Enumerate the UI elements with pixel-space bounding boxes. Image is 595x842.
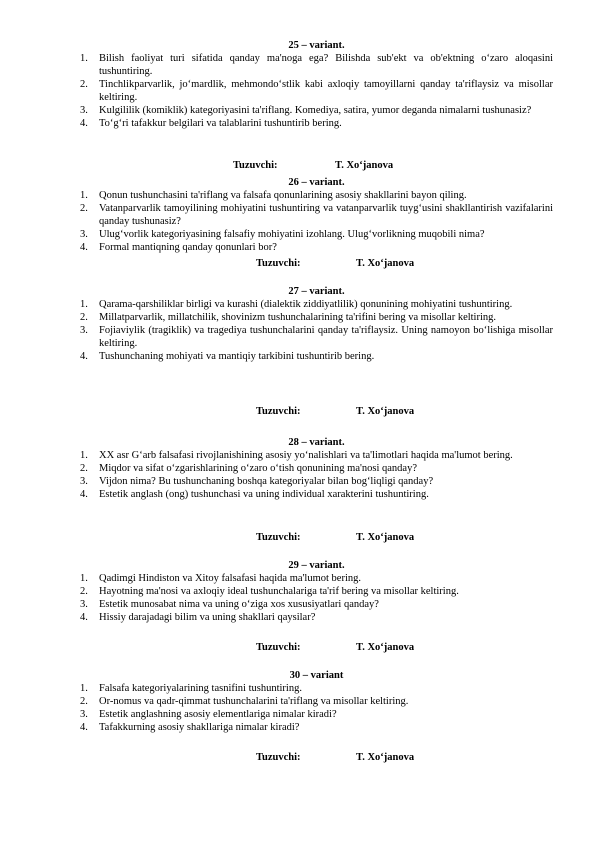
signature-label: Tuzuvchi:: [256, 258, 301, 269]
question-item: 4. Estetik anglash (ong) tushunchasi va uning individual xarakterini tushuntiring.: [80, 489, 429, 500]
question-item: 3. Estetik anglashning asosiy elementlariga nimalar kiradi?: [80, 709, 337, 720]
signature-label: Tuzuvchi:: [256, 752, 301, 763]
question-list: [80, 572, 553, 624]
question-item: 2. Vatanparvarlik tamoyilining mohiyatini tushuntiring va vatanparvarlik tuyg‘usini shakllantirish vazifalarini qanday tushunasiz?: [80, 203, 553, 227]
question-item: 4. Hissiy darajadagi bilim va uning shakllari qaysilar?: [80, 612, 316, 623]
question-item: 1. Qadimgi Hindiston va Xitoy falsafasi haqida ma'lumot bering.: [80, 573, 362, 584]
question-item: 4. Tushunchaning mohiyati va mantiqiy tarkibini tushuntirib bering.: [80, 351, 375, 362]
signature-name: T. Xo‘janova: [356, 642, 415, 653]
variant-25: [80, 39, 553, 130]
question-item: 3. Kulgililik (komiklik) kategoriyasini ta'riflang. Komediya, satira, yumor deganda nimalarni tushunasiz?: [80, 105, 532, 116]
variant-29: [80, 559, 553, 624]
variant-title: 26 – variant.: [288, 177, 345, 188]
question-item: 3. Ulug‘vorlik kategoriyasining falsafiy mohiyatini izohlang. Ulug‘vorlikning muqobili nima?: [80, 229, 485, 240]
question-item: 1. XX asr G‘arb falsafasi rivojlanishining asosiy yo‘nalishlari va ta'limotlari haqida ma'lumot bering.: [80, 450, 513, 461]
signature-name: T. Xo‘janova: [335, 160, 394, 171]
signature-name: T. Xo‘janova: [356, 258, 415, 269]
variant-title: 25 – variant.: [288, 40, 345, 51]
variant-title: 28 – variant.: [288, 437, 345, 448]
question-list: [80, 52, 553, 130]
variant-title: 27 – variant.: [288, 286, 345, 297]
question-list: [80, 298, 553, 363]
question-item: 4. Formal mantiqning qanday qonunlari bor?: [80, 242, 277, 253]
question-item: 4. Tafakkurning asosiy shakllariga nimalar kiradi?: [80, 722, 300, 733]
signature-name: T. Xo‘janova: [356, 752, 415, 763]
variant-28: [80, 436, 553, 501]
signature-label: Tuzuvchi:: [256, 532, 301, 543]
variant-title: 30 – variant: [289, 670, 344, 681]
question-list: [80, 189, 553, 254]
signature-label: Tuzuvchi:: [256, 406, 301, 417]
signature-label: Tuzuvchi:: [256, 642, 301, 653]
signature-name: T. Xo‘janova: [356, 532, 415, 543]
question-item: 3. Vijdon nima? Bu tushunchaning boshqa kategoriyalar bilan bog‘liqligi qanday?: [80, 476, 434, 487]
question-item: 2. Tinchlikparvarlik, jo‘mardlik, mehmondo‘stlik kabi axloqiy tamoyillarni qanday ta'riflaysiz va misollar keltiring.: [80, 79, 553, 103]
variant-26: [80, 176, 553, 254]
signature-label: Tuzuvchi:: [233, 160, 278, 171]
variant-27: [80, 285, 553, 363]
question-list: [80, 449, 553, 501]
question-item: 1. Bilish faoliyat turi sifatida qanday ma'noga ega? Bilishda sub'ekt va ob'ektning o‘zaro aloqasini tushuntiring.: [80, 53, 553, 77]
question-item: 2. Or-nomus va qadr-qimmat tushunchalarini ta'riflang va misollar keltiring.: [80, 696, 409, 707]
signature-name: T. Xo‘janova: [356, 406, 415, 417]
question-item: 1. Qonun tushunchasini ta'riflang va falsafa qonunlarining asosiy shakllarini bayon qiling.: [80, 190, 467, 201]
question-item: 1. Qarama-qarshiliklar birligi va kurashi (dialektik ziddiyatlilik) qonunining mohiyatini tushuntiring.: [80, 299, 513, 310]
question-item: 2. Hayotning ma'nosi va axloqiy ideal tushunchalariga ta'rif bering va misollar keltiring.: [80, 586, 459, 597]
question-item: 3. Estetik munosabat nima va uning o‘ziga xos xususiyatlari qanday?: [80, 599, 379, 610]
variant-30: [80, 669, 553, 734]
question-item: 1. Falsafa kategoriyalarining tasnifini tushuntiring.: [80, 683, 302, 694]
question-item: 4. To‘g‘ri tafakkur belgilari va talablarini tushuntirib bering.: [80, 118, 342, 129]
question-item: 3. Fojiaviylik (tragiklik) va tragediya tushunchalarini qanday ta'riflaysiz. Uning namoyon bo‘lishiga misollar keltiring.: [80, 325, 553, 349]
variant-title: 29 – variant.: [288, 560, 345, 571]
question-item: 2. Miqdor va sifat o‘zgarishlarining o‘zaro o‘tish qonunining ma'nosi qanday?: [80, 463, 417, 474]
question-item: 2. Millatparvarlik, millatchilik, shovinizm tushunchalarining ta'rifini bering va misollar keltiring.: [80, 312, 497, 323]
question-list: [80, 682, 553, 734]
